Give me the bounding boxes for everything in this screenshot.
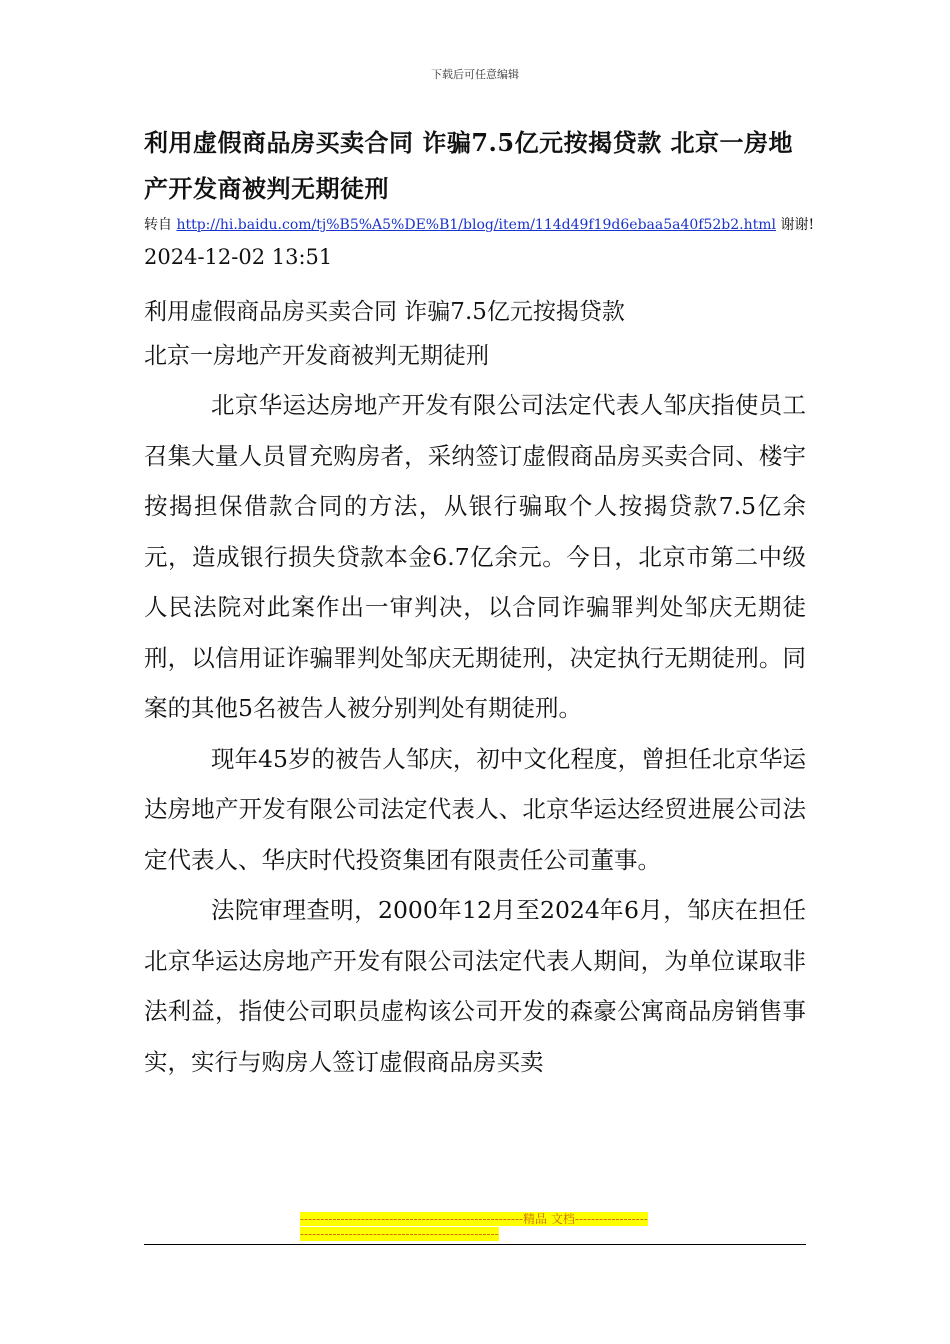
source-line [144, 214, 815, 236]
article-title: 利用虚假商品房买卖合同 诈骗7.5亿元按揭贷款 北京一房地产开发商被判无期徒刑 [144, 128, 793, 203]
source-link[interactable]: http://hi.baidu.com/tj%B5%A5%DE%B1/blog/item/114d49f19d6ebaa5a40f52b2.html [176, 217, 777, 233]
subhead-2: 北京一房地产开发商被判无期徒刑 [144, 343, 489, 369]
footer-divider [144, 1244, 806, 1245]
source-suffix: 谢谢! [780, 217, 815, 233]
paragraph-3: 法院审理查明，2000年12月至2024年6月，邹庆在担任北京华运达房地产开发有限公司法定代表人期间，为单位谋取非法利益，指使公司职员虚构该公司开发的森豪公寓商品房销售事实，实行与购房人签订虚假商品房买卖 [144, 896, 806, 1076]
page-header-note: 下载后可任意编辑 [431, 68, 519, 81]
footer-watermark-text: -------------------------------------------------------精品 文档------------------------------------------------------------------- [300, 1212, 648, 1241]
subhead-1: 利用虚假商品房买卖合同 诈骗7.5亿元按揭贷款 [144, 299, 625, 325]
source-prefix: 转自 [144, 217, 172, 233]
document-body [144, 120, 815, 1087]
paragraph-1: 北京华运达房地产开发有限公司法定代表人邹庆指使员工召集大量人员冒充购房者，采纳签订虚假商品房买卖合同、楼宇按揭担保借款合同的方法，从银行骗取个人按揭贷款7.5亿余元，造成银行损失贷款本金6.7亿余元。今日，北京市第二中级人民法院对此案作出一审判决，以合同诈骗罪判处邹庆无期徒刑，以信用证诈骗罪判处邹庆无期徒刑，决定执行无期徒刑。同案的其他5名被告人被分别判处有期徒刑。 [144, 391, 806, 722]
article-date: 2024-12-02 13:51 [144, 245, 333, 269]
footer-watermark [300, 1212, 650, 1242]
paragraph-2: 现年45岁的被告人邹庆，初中文化程度，曾担任北京华运达房地产开发有限公司法定代表人、北京华运达经贸进展公司法定代表人、华庆时代投资集团有限责任公司董事。 [144, 744, 806, 874]
